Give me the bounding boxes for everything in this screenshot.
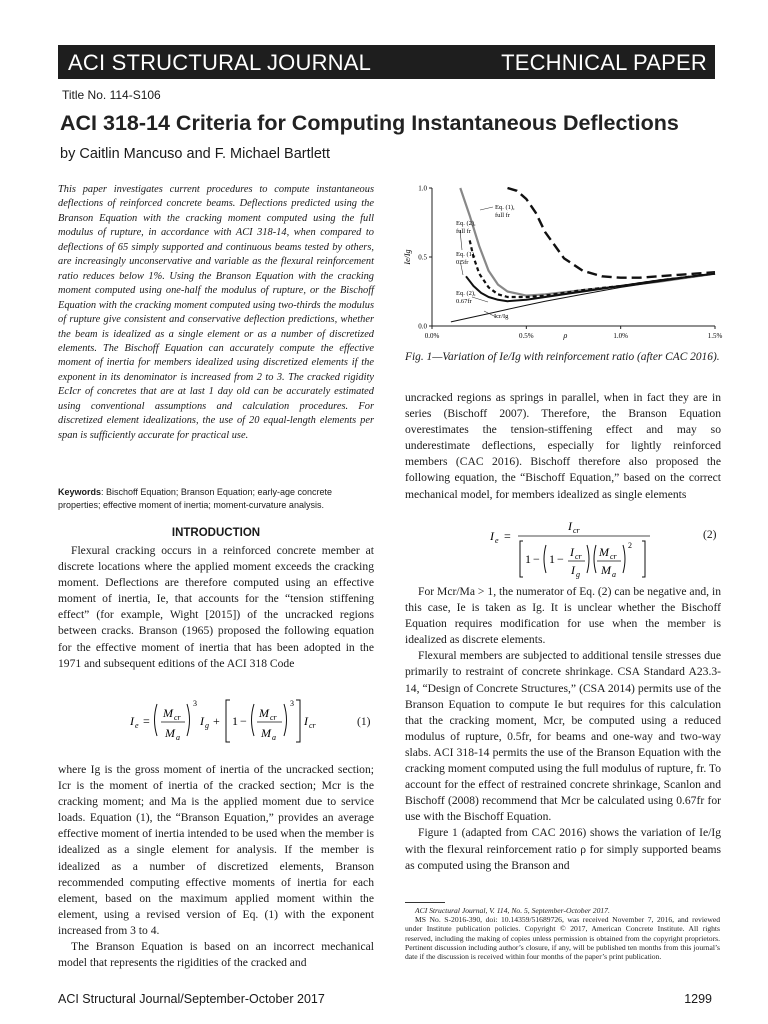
equation-2-number: (2) <box>703 528 717 541</box>
y-tick-label: 0.5 <box>418 253 427 262</box>
paragraph: Flexural members are subjected to additional tensile stresses due primarily to restraint of concrete shrinkage. CSA Standard A23.3-14, “Design of Concrete Structures,” (CSA 2014) permits use of the Branson Equation to compute Ie but requires for this calculation that the cracking moment, Mcr, be computed using a reduced modulus of rupture, 0.5fr, for beams and one-way and two-way slabs. ACI 318-14 permits the use of the Branson Equation with the cracking moment computed using the full modulus of rupture, fr. To account for the effect of restrained concrete shrinkage, Scanlon and Bischoff (2008) recommend that Mcr be calculated using 0.67fr for use with the Bischoff Equation. <box>405 649 721 824</box>
annotation-label: Eq. (2), 0.67fr <box>456 290 476 305</box>
svg-text:cr: cr <box>573 526 580 535</box>
svg-text:=: = <box>143 714 150 728</box>
paper-type: TECHNICAL PAPER <box>501 50 707 75</box>
series-line <box>508 188 716 278</box>
paragraph: uncracked regions as springs in parallel, when in fact they are in series (Bischoff 2007). Therefore, the Branson Equation overestimates the tension-stiffening effect and may so underestimate deflections, especially for lightly reinforced members (CAC 2016). Bischoff therefore also proposed the following equation, the “Bischoff Equation,” based on the correct mechanical model, for members idealized as single elements <box>405 391 721 501</box>
right-body-lower <box>405 584 721 874</box>
svg-text:cr: cr <box>174 713 181 722</box>
svg-text:cr: cr <box>270 713 277 722</box>
svg-text:+: + <box>213 714 220 728</box>
svg-text:cr: cr <box>309 721 316 730</box>
annotation-label: Eq. (1), full fr <box>495 204 515 219</box>
svg-text:1: 1 <box>232 714 238 728</box>
svg-text:cr: cr <box>610 552 617 561</box>
svg-text:cr: cr <box>575 552 582 561</box>
paragraph: The Branson Equation is based on an incorrect mechanical model that represents the rigidities of the cracked and <box>58 940 374 970</box>
annotation-label: Icr/Ig <box>494 313 509 320</box>
annotation-label: Eq. (2), full fr <box>456 220 476 235</box>
footnote <box>405 906 720 961</box>
svg-text:g: g <box>205 721 209 730</box>
svg-text:−: − <box>533 552 540 566</box>
annotation-leader <box>480 207 493 210</box>
svg-text:I: I <box>568 519 572 533</box>
x-tick-label: 1.5% <box>707 332 723 340</box>
svg-text:2: 2 <box>628 541 632 550</box>
keywords-text: : Bischoff Equation; Branson Equation; early-age concrete properties; effective moment of inertia; moment-curvature analysis. <box>58 487 332 510</box>
svg-text:=: = <box>504 529 511 543</box>
svg-text:3: 3 <box>193 699 197 708</box>
x-tick-label: 0.0% <box>424 332 440 340</box>
paragraph: Flexural cracking occurs in a reinforced concrete member at discrete locations where the applied moment exceeds the cracking moment. Deflections are therefore computed using an effective moment of inertia, Ie, that accounts for the “tension stiffening effect” (for example, Wight [2015]) of the uncracked regions between cracks. Branson (1965) proposed the following equation for the effective moment of inertia that has been adopted in the 1971 and subsequent editions of the ACI 318 Code <box>58 544 374 670</box>
equation-1 <box>120 692 370 752</box>
svg-text:M: M <box>165 726 175 740</box>
svg-text:I: I <box>304 714 308 728</box>
equation-1-number: (1) <box>357 715 371 728</box>
figure-1-caption: Fig. 1—Variation of Ie/Ig with reinforcement ratio (after CAC 2016). <box>405 351 720 363</box>
section-heading-introduction: INTRODUCTION <box>171 527 261 539</box>
footnote-rule <box>405 902 445 903</box>
left-body-lower <box>58 762 374 971</box>
paragraph: Figure 1 (adapted from CAC 2016) shows the variation of Ie/Ig with the flexural reinforcement ratio ρ for simply supported beams as computed using the Branson and <box>405 826 721 872</box>
x-axis-label: ρ <box>563 331 568 340</box>
svg-text:3: 3 <box>290 699 294 708</box>
footnote-line: ACI Structural Journal, V. 114, No. 5, September-October 2017. <box>415 906 610 915</box>
paragraph: For Mcr/Ma > 1, the numerator of Eq. (2) can be negative and, in this case, Ie is taken as Ig. It is unclear whether the Bischoff Equation requires modification for use when the member is idealized as discrete elements. <box>405 585 721 647</box>
svg-text:e: e <box>135 721 139 730</box>
keywords <box>58 486 374 512</box>
y-tick-label: 1.0 <box>418 184 427 193</box>
svg-text:M: M <box>259 706 269 720</box>
svg-text:I: I <box>570 545 574 559</box>
svg-text:I: I <box>490 529 494 543</box>
y-tick-label: 0.0 <box>418 322 427 331</box>
keywords-label: Keywords <box>58 487 102 497</box>
authors: by Caitlin Mancuso and F. Michael Bartlett <box>60 146 330 162</box>
annotation-label: Eq. (1), 0.5fr <box>456 251 476 266</box>
svg-text:a: a <box>612 570 616 579</box>
svg-text:M: M <box>601 563 611 577</box>
x-tick-label: 0.5% <box>519 332 534 340</box>
svg-text:−: − <box>240 714 247 728</box>
paragraph: where Ig is the gross moment of inertia of the uncracked section; Icr is the moment of inertia of the cracked section; Mcr is the cracking moment; and Ma is the applied moment due to service loads. Equation (1), the “Branson Equation,” provides an average effective moment of inertia intended to be used when the member is idealized as a single element for analysis. If the member is idealized as a number of discretized elements, Branson recommended computing effective moments of inertia for each element, based on the maximum applied moment within the element, using a revised version of Eq. (1) with the exponent increased from 3 to 4. <box>58 763 374 937</box>
x-tick-label: 1.0% <box>613 332 628 340</box>
journal-banner <box>58 45 715 79</box>
left-body-upper <box>58 543 374 672</box>
equation-2 <box>480 515 680 583</box>
paper-title: ACI 318-14 Criteria for Computing Instantaneous Deflections <box>60 111 679 135</box>
svg-text:M: M <box>163 706 173 720</box>
svg-text:g: g <box>576 570 580 579</box>
page-number: 1299 <box>684 992 712 1006</box>
svg-text:a: a <box>272 733 276 742</box>
footer-journal-issue: ACI Structural Journal/September-October 2017 <box>58 992 325 1006</box>
svg-text:M: M <box>261 726 271 740</box>
svg-text:a: a <box>176 733 180 742</box>
svg-text:e: e <box>495 536 499 545</box>
svg-text:−: − <box>557 552 564 566</box>
title-number: Title No. 114-S106 <box>62 88 161 102</box>
right-body-upper <box>405 390 721 503</box>
figure-1-chart <box>400 180 725 345</box>
svg-text:1: 1 <box>549 552 555 566</box>
annotation-leader <box>472 297 488 302</box>
footnote-line: MS No. S-2016-390, doi: 10.14359/51689726, was received November 7, 2016, and reviewed under Institute publication policies. Copyright © 2017, American Concrete Institute. All rights reserved, including the making of copies unless permission is obtained from the copyright proprietors. Pertinent discussion including author’s closure, if any, will be published ten months from this journal’s date if the discussion is received within four months of the paper’s print publication. <box>405 915 720 962</box>
svg-text:1: 1 <box>525 552 531 566</box>
svg-text:I: I <box>130 714 134 728</box>
y-axis-label: Ie/Ig <box>403 249 412 265</box>
svg-text:I: I <box>200 714 204 728</box>
journal-name: ACI STRUCTURAL JOURNAL <box>68 50 372 75</box>
svg-text:M: M <box>599 545 609 559</box>
abstract: This paper investigates current procedures to compute instantaneous deflections of reinforced concrete beams. Deflections predicted using the Branson Equation with the cracking moment computed using the full modulus of rupture, in accordance with ACI 318-14, when compared to deflections of 65 simply supported and continuous beams tested by others, are increasingly unconservative and variable as the flexural reinforcement ratio reduces below 1%. Using the Branson Equation with the cracking moment computed using one-half the modulus of rupture, or the Bischoff Equation with the cracking moment computed using two-thirds the modulus of rupture give consistent and conservative deflection predictions, whether the beam is idealized as a single element or as a number of discretized elements. The Bischoff Equation can accurately compute the effective moment of inertia for members idealized using discretized elements if the exponent in its denominator is increased from 2 to 3. The cracked rigidity EcIcr of concretes that are at last 1 day old can be accurately estimated using conventional assumptions and calculation procedures. For discretized element idealizations, the use of 20 equal-length elements per span is sufficiently accurate for practical use. <box>58 184 374 441</box>
svg-text:I: I <box>571 563 575 577</box>
